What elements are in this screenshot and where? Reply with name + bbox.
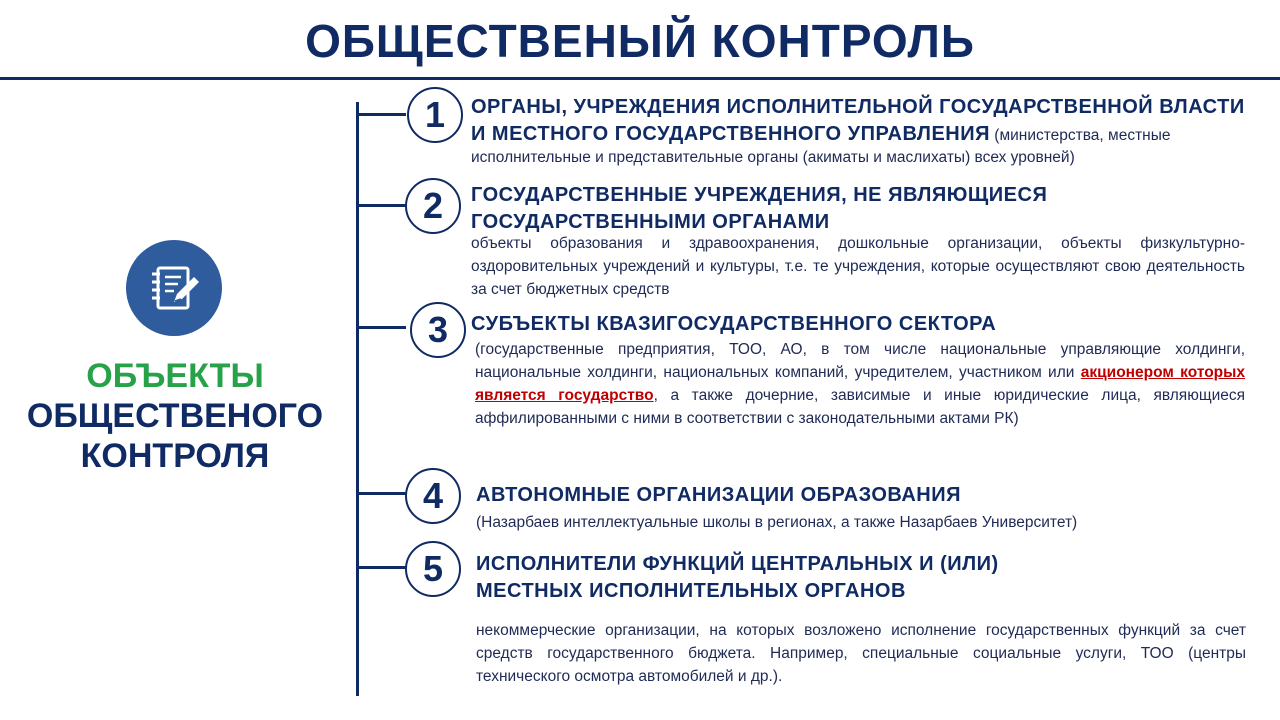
item-heading-1-line2 xyxy=(471,121,1271,149)
item-number-2: 2 xyxy=(405,178,461,234)
item-heading-5-line1: ИСПОЛНИТЕЛИ ФУНКЦИЙ ЦЕНТРАЛЬНЫХ И (ИЛИ) xyxy=(476,553,999,575)
item-heading-3: СУБЪЕКТЫ КВАЗИГОСУДАРСТВЕННОГО СЕКТОРА xyxy=(471,313,997,335)
item-heading-1-line1: ОРГАНЫ, УЧРЕЖДЕНИЯ ИСПОЛНИТЕЛЬНОЙ ГОСУДАРСТВЕННОЙ ВЛАСТИ xyxy=(471,96,1245,118)
item-number-4: 4 xyxy=(405,468,461,524)
item-heading-1 xyxy=(471,94,1271,149)
item-heading-5 xyxy=(476,551,1236,605)
item-desc-2: объекты образования и здравоохранения, дошкольные организации, объекты физкультурно-оздоровительных учреждений и культуры, т.е. те учреждения, которые осуществляют свою деятельность за счет бюджетных средств xyxy=(471,235,1245,298)
page-title: ОБЩЕСТВЕНЫЙ КОНТРОЛЬ xyxy=(305,15,975,67)
connector-line-4 xyxy=(356,492,406,495)
item-heading-4: АВТОНОМНЫЕ ОРГАНИЗАЦИИ ОБРАЗОВАНИЯ xyxy=(476,484,961,506)
connector-line-5 xyxy=(356,566,406,569)
objects-label-line2: ОБЩЕСТВЕНОГО xyxy=(26,397,324,435)
item-heading-5-line2: МЕСТНЫХ ИСПОЛНИТЕЛЬНЫХ ОРГАНОВ xyxy=(476,580,906,602)
item-desc-3-highlight: акционером которых является государство xyxy=(475,364,1245,404)
item-desc-3-before: (государственные предприятия, ТОО, АО, в том числе национальные управляющие холдинги, национальные холдинги, национальных компаний, учредителем, участником или xyxy=(475,341,1245,381)
objects-label-line1: ОБЪЕКТЫ xyxy=(86,357,264,395)
item-number-5: 5 xyxy=(405,541,461,597)
item-desc-1-inline: (министерства, местные xyxy=(989,127,1171,144)
objects-label xyxy=(0,356,350,476)
item-desc-3-after: , а также дочерние, зависимые и иные юридические лица, являющиеся аффилированными с ними в соответствии с законодательными актами РК) xyxy=(475,387,1245,427)
item-heading-2 xyxy=(471,182,1251,236)
title-divider xyxy=(0,77,1280,80)
objects-label-line3: КОНТРОЛЯ xyxy=(80,437,270,475)
item-desc-1: исполнительные и представительные органы (акиматы и маслихаты) всех уровней) xyxy=(471,149,1075,166)
item-desc-3 xyxy=(475,338,1245,430)
item-desc-4: (Назарбаев интеллектуальные школы в регионах, а также Назарбаев Университет) xyxy=(476,514,1078,531)
item-number-1: 1 xyxy=(407,87,463,143)
item-desc-5: некоммерческие организации, на которых возложено исполнение государственных функций за счет средств государственного бюджета. Например, специальные социальные услуги, ТОО (центры технического осмотра автомобилей и др.). xyxy=(476,622,1246,685)
item-number-3: 3 xyxy=(410,302,466,358)
connector-line-2 xyxy=(356,204,406,207)
timeline-vertical-line xyxy=(356,102,359,696)
item-heading-2-line2: ГОСУДАРСТВЕННЫМИ ОРГАНАМИ xyxy=(471,211,830,233)
item-heading-1-line2-text: И МЕСТНОГО ГОСУДАРСТВЕННОГО УПРАВЛЕНИЯ xyxy=(471,123,990,145)
connector-line-3 xyxy=(356,326,406,329)
item-heading-2-line1: ГОСУДАРСТВЕННЫЕ УЧРЕЖДЕНИЯ, НЕ ЯВЛЯЮЩИЕСЯ xyxy=(471,184,1048,206)
document-edit-icon xyxy=(126,240,222,336)
connector-line-1 xyxy=(356,113,406,116)
